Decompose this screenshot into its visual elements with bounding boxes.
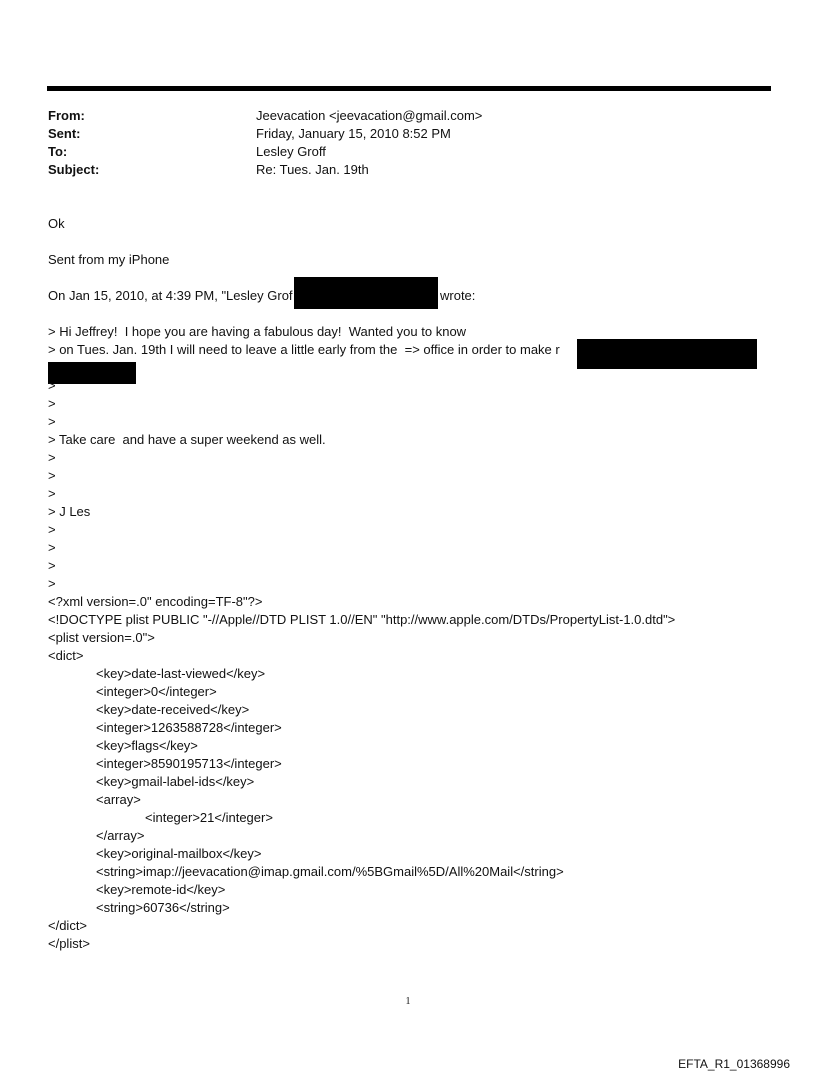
from-label: From:	[48, 108, 85, 123]
quoted-line: >	[48, 558, 56, 573]
plist-line: <integer>1263588728</integer>	[96, 720, 282, 735]
plist-line: <key>original-mailbox</key>	[96, 846, 262, 861]
quoted-line: >	[48, 486, 56, 501]
plist-line: <key>gmail-label-ids</key>	[96, 774, 255, 789]
quoted-line: >	[48, 396, 56, 411]
redaction-box	[48, 362, 136, 384]
to-value: Lesley Groff	[256, 144, 326, 159]
redaction-box	[294, 277, 438, 309]
plist-line: <array>	[96, 792, 141, 807]
plist-line: </dict>	[48, 918, 88, 933]
plist-line: <plist version=.0">	[48, 630, 155, 645]
plist-line: <?xml version=.0" encoding=TF-8"?>	[48, 594, 263, 609]
quoted-line: > Take care and have a super weekend as well.	[48, 432, 326, 447]
quoted-line: > Hi Jeffrey! I hope you are having a fabulous day! Wanted you to know	[48, 324, 467, 339]
sent-value: Friday, January 15, 2010 8:52 PM	[256, 126, 451, 141]
plist-line: <dict>	[48, 648, 84, 663]
sent-label: Sent:	[48, 126, 81, 141]
from-value: Jeevacation <jeevacation@gmail.com>	[256, 108, 483, 123]
document-id: EFTA_R1_01368996	[678, 1057, 790, 1071]
plist-line: <integer>0</integer>	[96, 684, 217, 699]
to-label: To:	[48, 144, 68, 159]
plist-line: <integer>8590195713</integer>	[96, 756, 282, 771]
plist-line: <string>60736</string>	[96, 900, 230, 915]
signature-text: Sent from my iPhone	[48, 252, 170, 267]
quoted-line: > on Tues. Jan. 19th I will need to leave a little early from the => office in order to make r	[48, 342, 560, 357]
quoted-line: >	[48, 468, 56, 483]
subject-label: Subject:	[48, 162, 100, 177]
plist-line: <key>remote-id</key>	[96, 882, 226, 897]
quoted-line: >	[48, 378, 56, 393]
subject-value: Re: Tues. Jan. 19th	[256, 162, 369, 177]
quoted-line: >	[48, 540, 56, 555]
redaction-box	[577, 339, 757, 369]
quoted-line: >	[48, 522, 56, 537]
plist-line: <key>date-last-viewed</key>	[96, 666, 266, 681]
reply-text: Ok	[48, 216, 65, 231]
header-rule	[47, 86, 771, 91]
quoted-line: >	[48, 576, 56, 591]
quote-intro-end: wrote:	[440, 288, 476, 303]
plist-line: <!DOCTYPE plist PUBLIC "-//Apple//DTD PLIST 1.0//EN" "http://www.apple.com/DTDs/PropertyList-1.0.dtd">	[48, 612, 676, 627]
quoted-line: > J Les	[48, 504, 91, 519]
quote-intro-start: On Jan 15, 2010, at 4:39 PM, "Lesley Grof	[48, 288, 293, 303]
quoted-line: >	[48, 414, 56, 429]
plist-line: <integer>21</integer>	[145, 810, 273, 825]
plist-line: <string>imap://jeevacation@imap.gmail.com/%5BGmail%5D/All%20Mail</string>	[96, 864, 564, 879]
plist-line: </array>	[96, 828, 145, 843]
plist-line: </plist>	[48, 936, 90, 951]
page-number: 1	[405, 996, 411, 1007]
plist-line: <key>date-received</key>	[96, 702, 250, 717]
quoted-line: >	[48, 450, 56, 465]
plist-line: <key>flags</key>	[96, 738, 198, 753]
